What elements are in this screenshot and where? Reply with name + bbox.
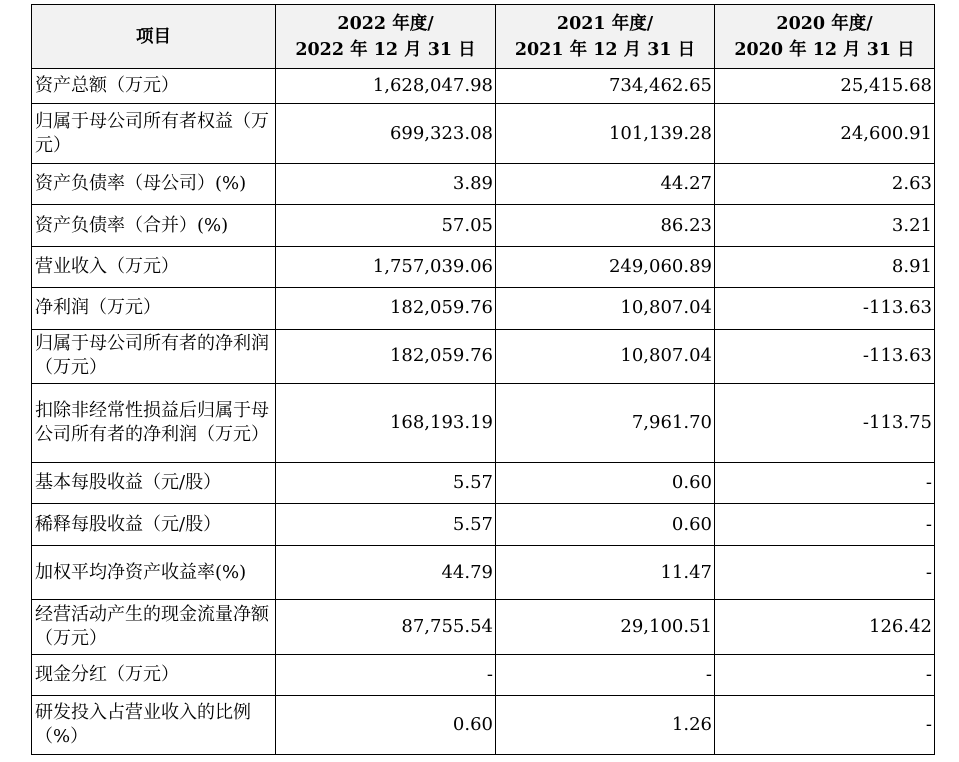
cell-2021: - (496, 654, 715, 695)
row-label: 资产负债率（合并）(%) (32, 205, 276, 246)
row-label: 净利润（万元） (32, 288, 276, 329)
cell-2020: 2.63 (715, 163, 935, 204)
cell-2022: 3.89 (276, 163, 496, 204)
cell-2021: 29,100.51 (496, 600, 715, 655)
cell-2022: 57.05 (276, 205, 496, 246)
header-2022: 2022 年度/ 2022 年 12 月 31 日 (276, 5, 496, 69)
financial-indicators-table (31, 4, 935, 755)
row-label: 稀释每股收益（元/股） (32, 504, 276, 545)
cell-2021: 10,807.04 (496, 329, 715, 384)
cell-2022: 5.57 (276, 462, 496, 503)
cell-2022: - (276, 654, 496, 695)
cell-2022: 182,059.76 (276, 329, 496, 384)
cell-2022: 44.79 (276, 545, 496, 600)
cell-2020: -113.63 (715, 329, 935, 384)
cell-2022: 699,323.08 (276, 104, 496, 164)
row-weighted-roe (32, 545, 935, 600)
cell-2022: 5.57 (276, 504, 496, 545)
cell-2020: -113.75 (715, 384, 935, 463)
cell-2022: 87,755.54 (276, 600, 496, 655)
cell-2021: 11.47 (496, 545, 715, 600)
row-basic-eps (32, 462, 935, 503)
row-label: 现金分红（万元） (32, 654, 276, 695)
cell-2021: 734,462.65 (496, 69, 715, 104)
cell-2020: -113.63 (715, 288, 935, 329)
cell-2020: - (715, 545, 935, 600)
row-debt-ratio-consolidated (32, 205, 935, 246)
row-parent-net-profit (32, 329, 935, 384)
row-label: 经营活动产生的现金流量净额（万元） (32, 600, 276, 655)
header-2021: 2021 年度/ 2021 年 12 月 31 日 (496, 5, 715, 69)
cell-2022: 0.60 (276, 696, 496, 755)
cell-2022: 1,757,039.06 (276, 246, 496, 287)
row-label: 扣除非经常性损益后归属于母公司所有者的净利润（万元） (32, 384, 276, 463)
cell-2022: 1,628,047.98 (276, 69, 496, 104)
cell-2020: 8.91 (715, 246, 935, 287)
cell-2020: - (715, 462, 935, 503)
cell-2021: 1.26 (496, 696, 715, 755)
row-label: 加权平均净资产收益率(%) (32, 545, 276, 600)
cell-2021: 44.27 (496, 163, 715, 204)
cell-2020: 25,415.68 (715, 69, 935, 104)
header-item: 项目 (32, 5, 276, 69)
row-label: 资产总额（万元） (32, 69, 276, 104)
cell-2021: 10,807.04 (496, 288, 715, 329)
cell-2022: 168,193.19 (276, 384, 496, 463)
row-label: 基本每股收益（元/股） (32, 462, 276, 503)
cell-2021: 249,060.89 (496, 246, 715, 287)
cell-2020: - (715, 654, 935, 695)
cell-2022: 182,059.76 (276, 288, 496, 329)
header-row (32, 5, 935, 69)
cell-2021: 0.60 (496, 462, 715, 503)
row-deducted-net-profit (32, 384, 935, 463)
cell-2021: 7,961.70 (496, 384, 715, 463)
header-2020: 2020 年度/ 2020 年 12 月 31 日 (715, 5, 935, 69)
row-label: 研发投入占营业收入的比例（%） (32, 696, 276, 755)
cell-2020: - (715, 504, 935, 545)
cell-2021: 86.23 (496, 205, 715, 246)
row-label: 归属于母公司所有者的净利润（万元） (32, 329, 276, 384)
row-debt-ratio-parent (32, 163, 935, 204)
cell-2020: - (715, 696, 935, 755)
cell-2020: 24,600.91 (715, 104, 935, 164)
cell-2020: 126.42 (715, 600, 935, 655)
cell-2021: 101,139.28 (496, 104, 715, 164)
cell-2020: 3.21 (715, 205, 935, 246)
row-diluted-eps (32, 504, 935, 545)
row-label: 营业收入（万元） (32, 246, 276, 287)
row-parent-equity (32, 104, 935, 164)
row-cash-dividend (32, 654, 935, 695)
cell-2021: 0.60 (496, 504, 715, 545)
row-label: 资产负债率（母公司）(%) (32, 163, 276, 204)
row-label: 归属于母公司所有者权益（万元） (32, 104, 276, 164)
row-operating-cash-flow (32, 600, 935, 655)
row-rd-ratio (32, 696, 935, 755)
row-revenue (32, 246, 935, 287)
row-net-profit (32, 288, 935, 329)
row-total-assets (32, 69, 935, 104)
